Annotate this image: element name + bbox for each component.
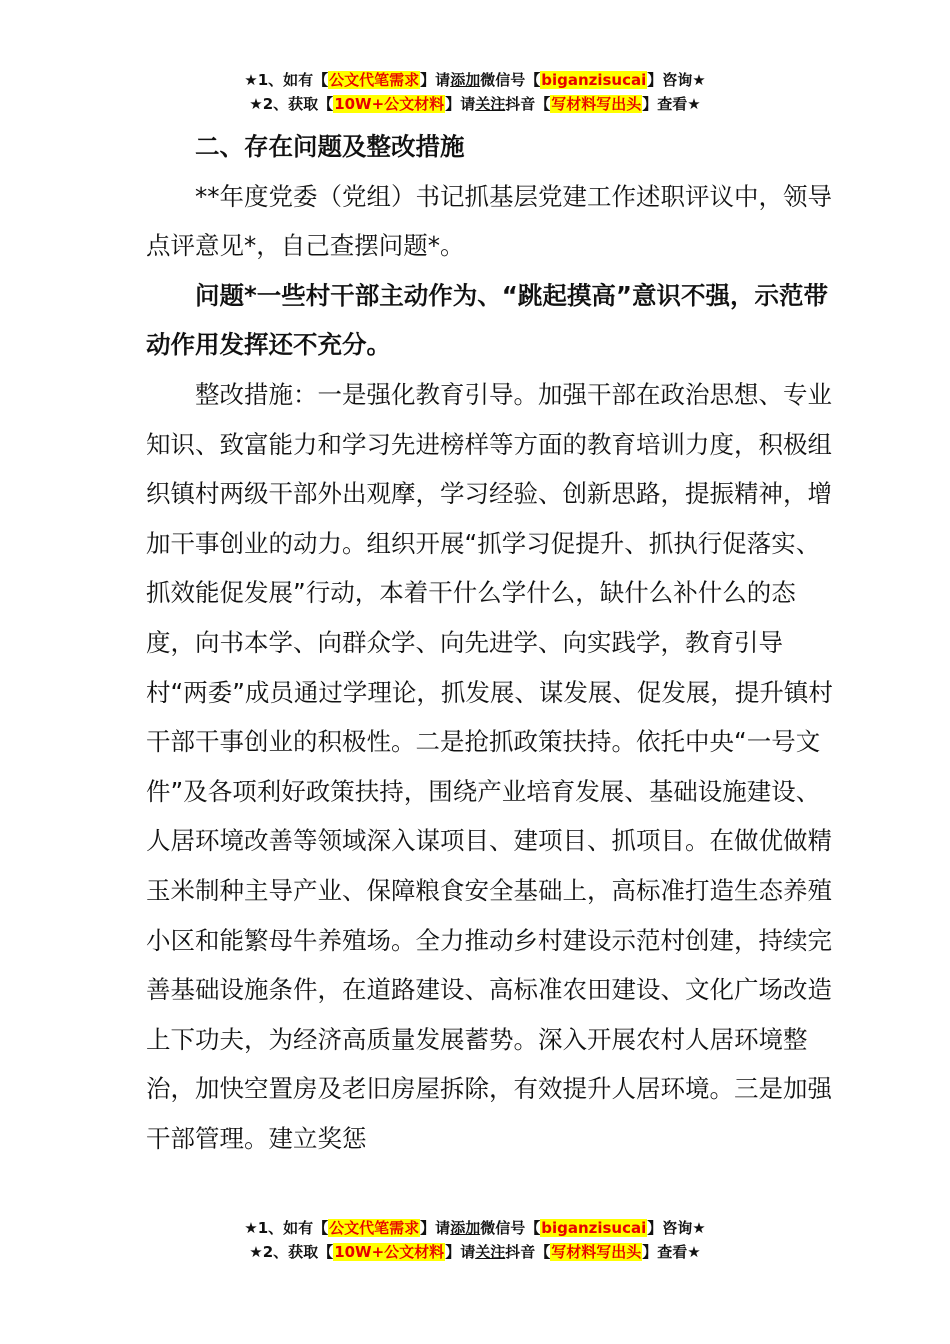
highlight-douyin-account: 写材料写出头 [551,1243,642,1261]
highlight-wechat-id: biganzisucai [541,71,647,89]
promo-line-2: ★2、获取【10W+公文材料】请关注抖音【写材料写出头】查看★ [249,95,701,113]
promo-line-1: ★1、如有【公文代笔需求】请添加微信号【biganzisucai】咨询★ [244,1219,706,1237]
problem-paragraph: 问题*一些村干部主动作为、“跳起摸高”意识不强，示范带动作用发挥还不充分。 [146,280,829,360]
section-heading: 二、存在问题及整改措施 [195,132,465,161]
promo-line-1: ★1、如有【公文代笔需求】请添加微信号【biganzisucai】咨询★ [244,71,706,89]
intro-paragraph: **年度党委（党组）书记抓基层党建工作述职评议中，领导点评意见*，自己查摆问题*。 [146,181,832,261]
highlight-writing-service: 公文代笔需求 [329,71,420,89]
highlight-wechat-id: biganzisucai [541,1219,647,1237]
highlight-materials: 10W+公文材料 [334,1243,445,1261]
highlight-materials: 10W+公文材料 [334,95,445,113]
promo-line-2: ★2、获取【10W+公文材料】请关注抖音【写材料写出头】查看★ [249,1243,701,1261]
measures-paragraph: 整改措施：一是强化教育引导。加强干部在政治思想、专业知识、致富能力和学习先进榜样等方面的教育培训力度，积极组织镇村两级干部外出观摩，学习经验、创新思路，提振精神，增加干事创业的动力。组织开展“抓学习促提升、抓执行促落实、抓效能促发展”行动，本着干什么学什么，缺什么补什么的态度，向书本学、向群众学、向先进学、向实践学，教育引导村“两委”成员通过学理论，抓发展、谋发展、促发展，提升镇村干部干事创业的积极性。二是抢抓政策扶持。依托中央“一号文件”及各项利好政策扶持，围绕产业培育发展、基础设施建设、人居环境改善等领域深入谋项目、建项目、抓项目。在做优做精玉米制种主导产业、保障粮食安全基础上，高标准打造生态养殖小区和能繁母牛养殖场。全力推动乡村建设示范村创建，持续完善基础设施条件，在道路建设、高标准农田建设、文化广场改造上下功夫，为经济高质量发展蓄势。深入开展农村人居环境整治，加快空置房及老旧房屋拆除，有效提升人居环境。三是加强干部管理。建立奖惩 [146,379,833,1153]
highlight-writing-service: 公文代笔需求 [329,1219,420,1237]
document-body [146,122,836,1163]
promo-banner-top [0,68,950,116]
promo-banner-bottom [0,1216,950,1264]
highlight-douyin-account: 写材料写出头 [551,95,642,113]
